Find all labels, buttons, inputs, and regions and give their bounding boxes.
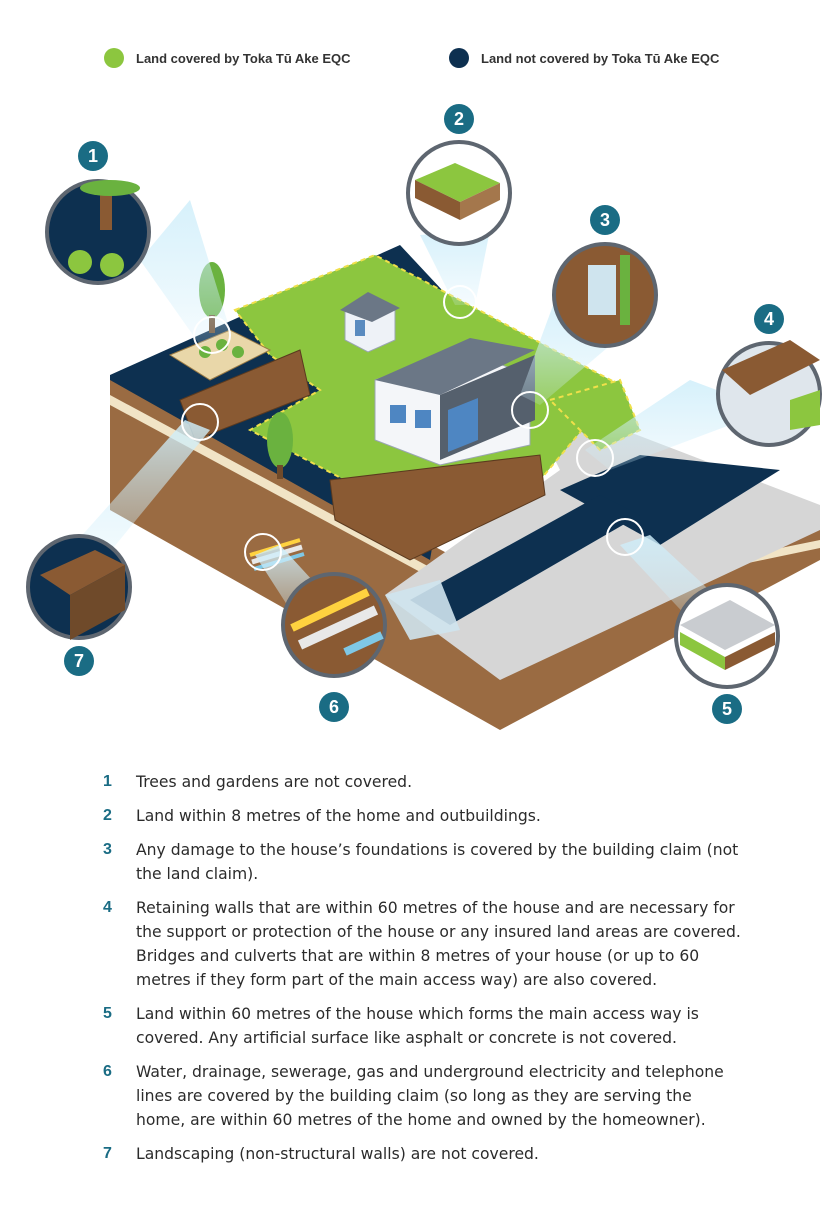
badge-5 (712, 694, 742, 724)
note-number: 7 (103, 1145, 112, 1162)
note-7 (103, 1142, 743, 1166)
callout-5 (676, 585, 778, 687)
numbered-notes (103, 770, 743, 1176)
legend-item-covered (104, 48, 351, 68)
note-text: Land within 60 metres of the house which forms the main access way is covered. Any artificial surface like asphalt or concrete is not covered. (136, 1005, 699, 1047)
badge-4 (754, 304, 784, 334)
note-6 (103, 1060, 743, 1132)
covered-swatch (104, 48, 124, 68)
note-number: 6 (103, 1063, 112, 1080)
callout-3 (554, 244, 656, 346)
note-number: 1 (103, 773, 112, 790)
note-text: Water, drainage, sewerage, gas and underground electricity and telephone lines are covered by the building claim (so long as they are serving the home, are within 60 metres of the home and owned by the homeowner). (136, 1063, 724, 1129)
badge-label-5: 5 (721, 699, 733, 719)
note-number: 4 (103, 899, 112, 916)
note-2 (103, 804, 743, 828)
callout-7 (28, 536, 130, 640)
badge-label-1: 1 (87, 146, 99, 166)
note-text: Land within 8 metres of the home and outbuildings. (136, 807, 541, 825)
callout-4 (718, 340, 820, 445)
badge-label-7: 7 (73, 651, 85, 671)
legend-label-covered: Land covered by Toka Tū Ake EQC (136, 50, 351, 66)
note-text: Trees and gardens are not covered. (136, 773, 413, 791)
note-1 (103, 770, 743, 794)
note-text: Landscaping (non-structural walls) are not covered. (136, 1145, 539, 1163)
badge-label-4: 4 (763, 309, 775, 329)
not-covered-swatch (449, 48, 469, 68)
legend (0, 44, 839, 74)
legend-item-not-covered (449, 48, 719, 68)
note-number: 2 (103, 807, 112, 824)
badge-2 (444, 104, 474, 134)
badge-6 (319, 692, 349, 722)
property-illustration (0, 80, 839, 740)
note-4 (103, 896, 743, 992)
badge-label-2: 2 (453, 109, 465, 129)
legend-label-not-covered: Land not covered by Toka Tū Ake EQC (481, 50, 720, 66)
note-number: 3 (103, 841, 112, 858)
note-text: Retaining walls that are within 60 metres of the house and are necessary for the support or protection of the house or any insured land areas are covered. Bridges and culverts that are within 8 metres of your house (or up to 60 metres if they form part of the main access way) are also covered. (136, 899, 741, 989)
note-5 (103, 1002, 743, 1050)
badge-3 (590, 205, 620, 235)
note-text: Any damage to the house’s foundations is covered by the building claim (not the land claim). (136, 841, 739, 883)
badge-label-6: 6 (328, 697, 340, 717)
callout-1 (47, 180, 149, 283)
note-number: 5 (103, 1005, 112, 1022)
callout-6 (283, 574, 385, 676)
badge-7 (64, 646, 94, 676)
badge-label-3: 3 (599, 210, 611, 230)
note-3 (103, 838, 743, 886)
badge-1 (78, 141, 108, 171)
callout-2 (408, 142, 510, 244)
